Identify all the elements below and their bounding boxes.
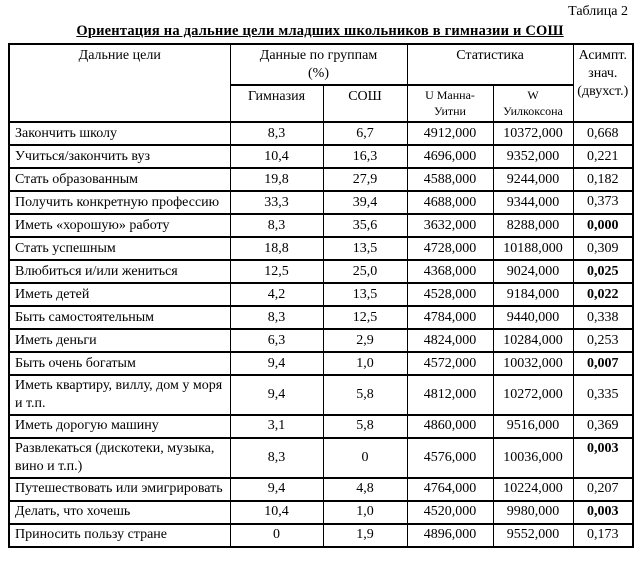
wilcoxon-w-cell: 9352,000 [493,145,573,168]
table-row [9,168,633,191]
header-sosh: СОШ [323,85,407,122]
goal-cell: Развлекаться (дискотеки, музыка, вино и т.п.) [9,438,230,478]
goal-cell: Иметь «хорошую» работу [9,214,230,237]
asymp-sig-cell: 0,668 [573,122,633,145]
gymnasium-percent-cell: 10,4 [230,501,323,524]
asymp-sig-cell: 0,182 [573,168,633,191]
sosh-percent-cell: 6,7 [323,122,407,145]
table-row [9,438,633,478]
mann-whitney-u-cell: 4728,000 [407,237,493,260]
sosh-percent-cell: 27,9 [323,168,407,191]
header-mann-whitney-u: U Манна-Уитни [407,85,493,122]
wilcoxon-w-cell: 10188,000 [493,237,573,260]
asymp-sig-cell: 0,221 [573,145,633,168]
table-row [9,283,633,306]
table-row [9,329,633,352]
asymp-sig-cell: 0,022 [573,283,633,306]
gymnasium-percent-cell: 8,3 [230,214,323,237]
goals-statistics-table [8,43,634,548]
header-wilcoxon-w: W Уилкоксона [493,85,573,122]
header-groups-line1: Данные по группам [259,48,378,63]
header-groups [230,44,407,85]
wilcoxon-w-cell: 10284,000 [493,329,573,352]
sosh-percent-cell: 5,8 [323,415,407,438]
sosh-percent-cell: 5,8 [323,375,407,415]
mann-whitney-u-cell: 4696,000 [407,145,493,168]
table-row [9,191,633,214]
table-row [9,145,633,168]
wilcoxon-w-cell: 9980,000 [493,501,573,524]
mann-whitney-u-cell: 4812,000 [407,375,493,415]
asymp-sig-cell: 0,000 [573,214,633,237]
gymnasium-percent-cell: 3,1 [230,415,323,438]
table-body [9,122,633,547]
goal-cell: Иметь детей [9,283,230,306]
gymnasium-percent-cell: 8,3 [230,306,323,329]
header-statistics: Статистика [407,44,573,85]
goal-cell: Влюбиться и/или жениться [9,260,230,283]
table-row [9,306,633,329]
asymp-sig-cell: 0,003 [573,501,633,524]
mann-whitney-u-cell: 4576,000 [407,438,493,478]
wilcoxon-w-cell: 10272,000 [493,375,573,415]
header-asymp-sig: Асимпт. знач. (двухст.) [573,44,633,122]
gymnasium-percent-cell: 33,3 [230,191,323,214]
mann-whitney-u-cell: 4860,000 [407,415,493,438]
asymp-sig-cell: 0,173 [573,524,633,547]
gymnasium-percent-cell: 9,4 [230,478,323,501]
goal-cell: Закончить школу [9,122,230,145]
wilcoxon-w-cell: 9516,000 [493,415,573,438]
mann-whitney-u-cell: 4824,000 [407,329,493,352]
sosh-percent-cell: 1,0 [323,501,407,524]
wilcoxon-w-cell: 10372,000 [493,122,573,145]
mann-whitney-u-cell: 4528,000 [407,283,493,306]
mann-whitney-u-cell: 4912,000 [407,122,493,145]
gymnasium-percent-cell: 6,3 [230,329,323,352]
gymnasium-percent-cell: 9,4 [230,352,323,375]
wilcoxon-w-cell: 9024,000 [493,260,573,283]
goal-cell: Делать, что хочешь [9,501,230,524]
asymp-sig-cell: 0,373 [573,191,633,214]
sosh-percent-cell: 1,9 [323,524,407,547]
asymp-sig-cell: 0,007 [573,352,633,375]
mann-whitney-u-cell: 4368,000 [407,260,493,283]
sosh-percent-cell: 13,5 [323,237,407,260]
gymnasium-percent-cell: 10,4 [230,145,323,168]
goal-cell: Стать успешным [9,237,230,260]
gymnasium-percent-cell: 19,8 [230,168,323,191]
sosh-percent-cell: 2,9 [323,329,407,352]
goal-cell: Иметь квартиру, виллу, дом у моря и т.п. [9,375,230,415]
sosh-percent-cell: 16,3 [323,145,407,168]
wilcoxon-w-cell: 10032,000 [493,352,573,375]
header-goals: Дальние цели [9,44,230,122]
sosh-percent-cell: 25,0 [323,260,407,283]
mann-whitney-u-cell: 4784,000 [407,306,493,329]
wilcoxon-w-cell: 9344,000 [493,191,573,214]
goal-cell: Иметь деньги [9,329,230,352]
goal-cell: Быть самостоятельным [9,306,230,329]
table-header [9,44,633,122]
mann-whitney-u-cell: 4572,000 [407,352,493,375]
gymnasium-percent-cell: 12,5 [230,260,323,283]
header-gymnasium: Гимназия [230,85,323,122]
table-row [9,375,633,415]
wilcoxon-w-cell: 9440,000 [493,306,573,329]
mann-whitney-u-cell: 4588,000 [407,168,493,191]
table-row [9,237,633,260]
goal-cell: Приносить пользу стране [9,524,230,547]
gymnasium-percent-cell: 18,8 [230,237,323,260]
table-row [9,415,633,438]
gymnasium-percent-cell: 8,3 [230,438,323,478]
asymp-sig-cell: 0,369 [573,415,633,438]
table-title: Ориентация на дальние цели младших школьников в гимназии и СОШ [76,23,564,39]
table-caption-number: Таблица 2 [568,4,628,19]
table-row [9,260,633,283]
goal-cell: Иметь дорогую машину [9,415,230,438]
goal-cell: Стать образованным [9,168,230,191]
asymp-sig-cell: 0,253 [573,329,633,352]
mann-whitney-u-cell: 4896,000 [407,524,493,547]
gymnasium-percent-cell: 4,2 [230,283,323,306]
wilcoxon-w-cell: 9244,000 [493,168,573,191]
table-row [9,478,633,501]
mann-whitney-u-cell: 4520,000 [407,501,493,524]
wilcoxon-w-cell: 9552,000 [493,524,573,547]
sosh-percent-cell: 12,5 [323,306,407,329]
table-row [9,501,633,524]
sosh-percent-cell: 4,8 [323,478,407,501]
table-row [9,214,633,237]
mann-whitney-u-cell: 4688,000 [407,191,493,214]
wilcoxon-w-cell: 10036,000 [493,438,573,478]
goal-cell: Путешествовать или эмигрировать [9,478,230,501]
table-row [9,524,633,547]
gymnasium-percent-cell: 8,3 [230,122,323,145]
sosh-percent-cell: 35,6 [323,214,407,237]
sosh-percent-cell: 13,5 [323,283,407,306]
header-groups-line2: (%) [308,65,329,81]
goal-cell: Быть очень богатым [9,352,230,375]
gymnasium-percent-cell: 9,4 [230,375,323,415]
table-row [9,352,633,375]
sosh-percent-cell: 39,4 [323,191,407,214]
asymp-sig-cell: 0,335 [573,375,633,415]
wilcoxon-w-cell: 10224,000 [493,478,573,501]
mann-whitney-u-cell: 4764,000 [407,478,493,501]
asymp-sig-cell: 0,309 [573,237,633,260]
goal-cell: Учиться/закончить вуз [9,145,230,168]
header-row-top [9,44,633,85]
mann-whitney-u-cell: 3632,000 [407,214,493,237]
asymp-sig-cell: 0,207 [573,478,633,501]
sosh-percent-cell: 1,0 [323,352,407,375]
wilcoxon-w-cell: 8288,000 [493,214,573,237]
asymp-sig-cell: 0,003 [573,438,633,478]
wilcoxon-w-cell: 9184,000 [493,283,573,306]
gymnasium-percent-cell: 0 [230,524,323,547]
sosh-percent-cell: 0 [323,438,407,478]
asymp-sig-cell: 0,338 [573,306,633,329]
goal-cell: Получить конкретную профессию [9,191,230,214]
table-row [9,122,633,145]
asymp-sig-cell: 0,025 [573,260,633,283]
